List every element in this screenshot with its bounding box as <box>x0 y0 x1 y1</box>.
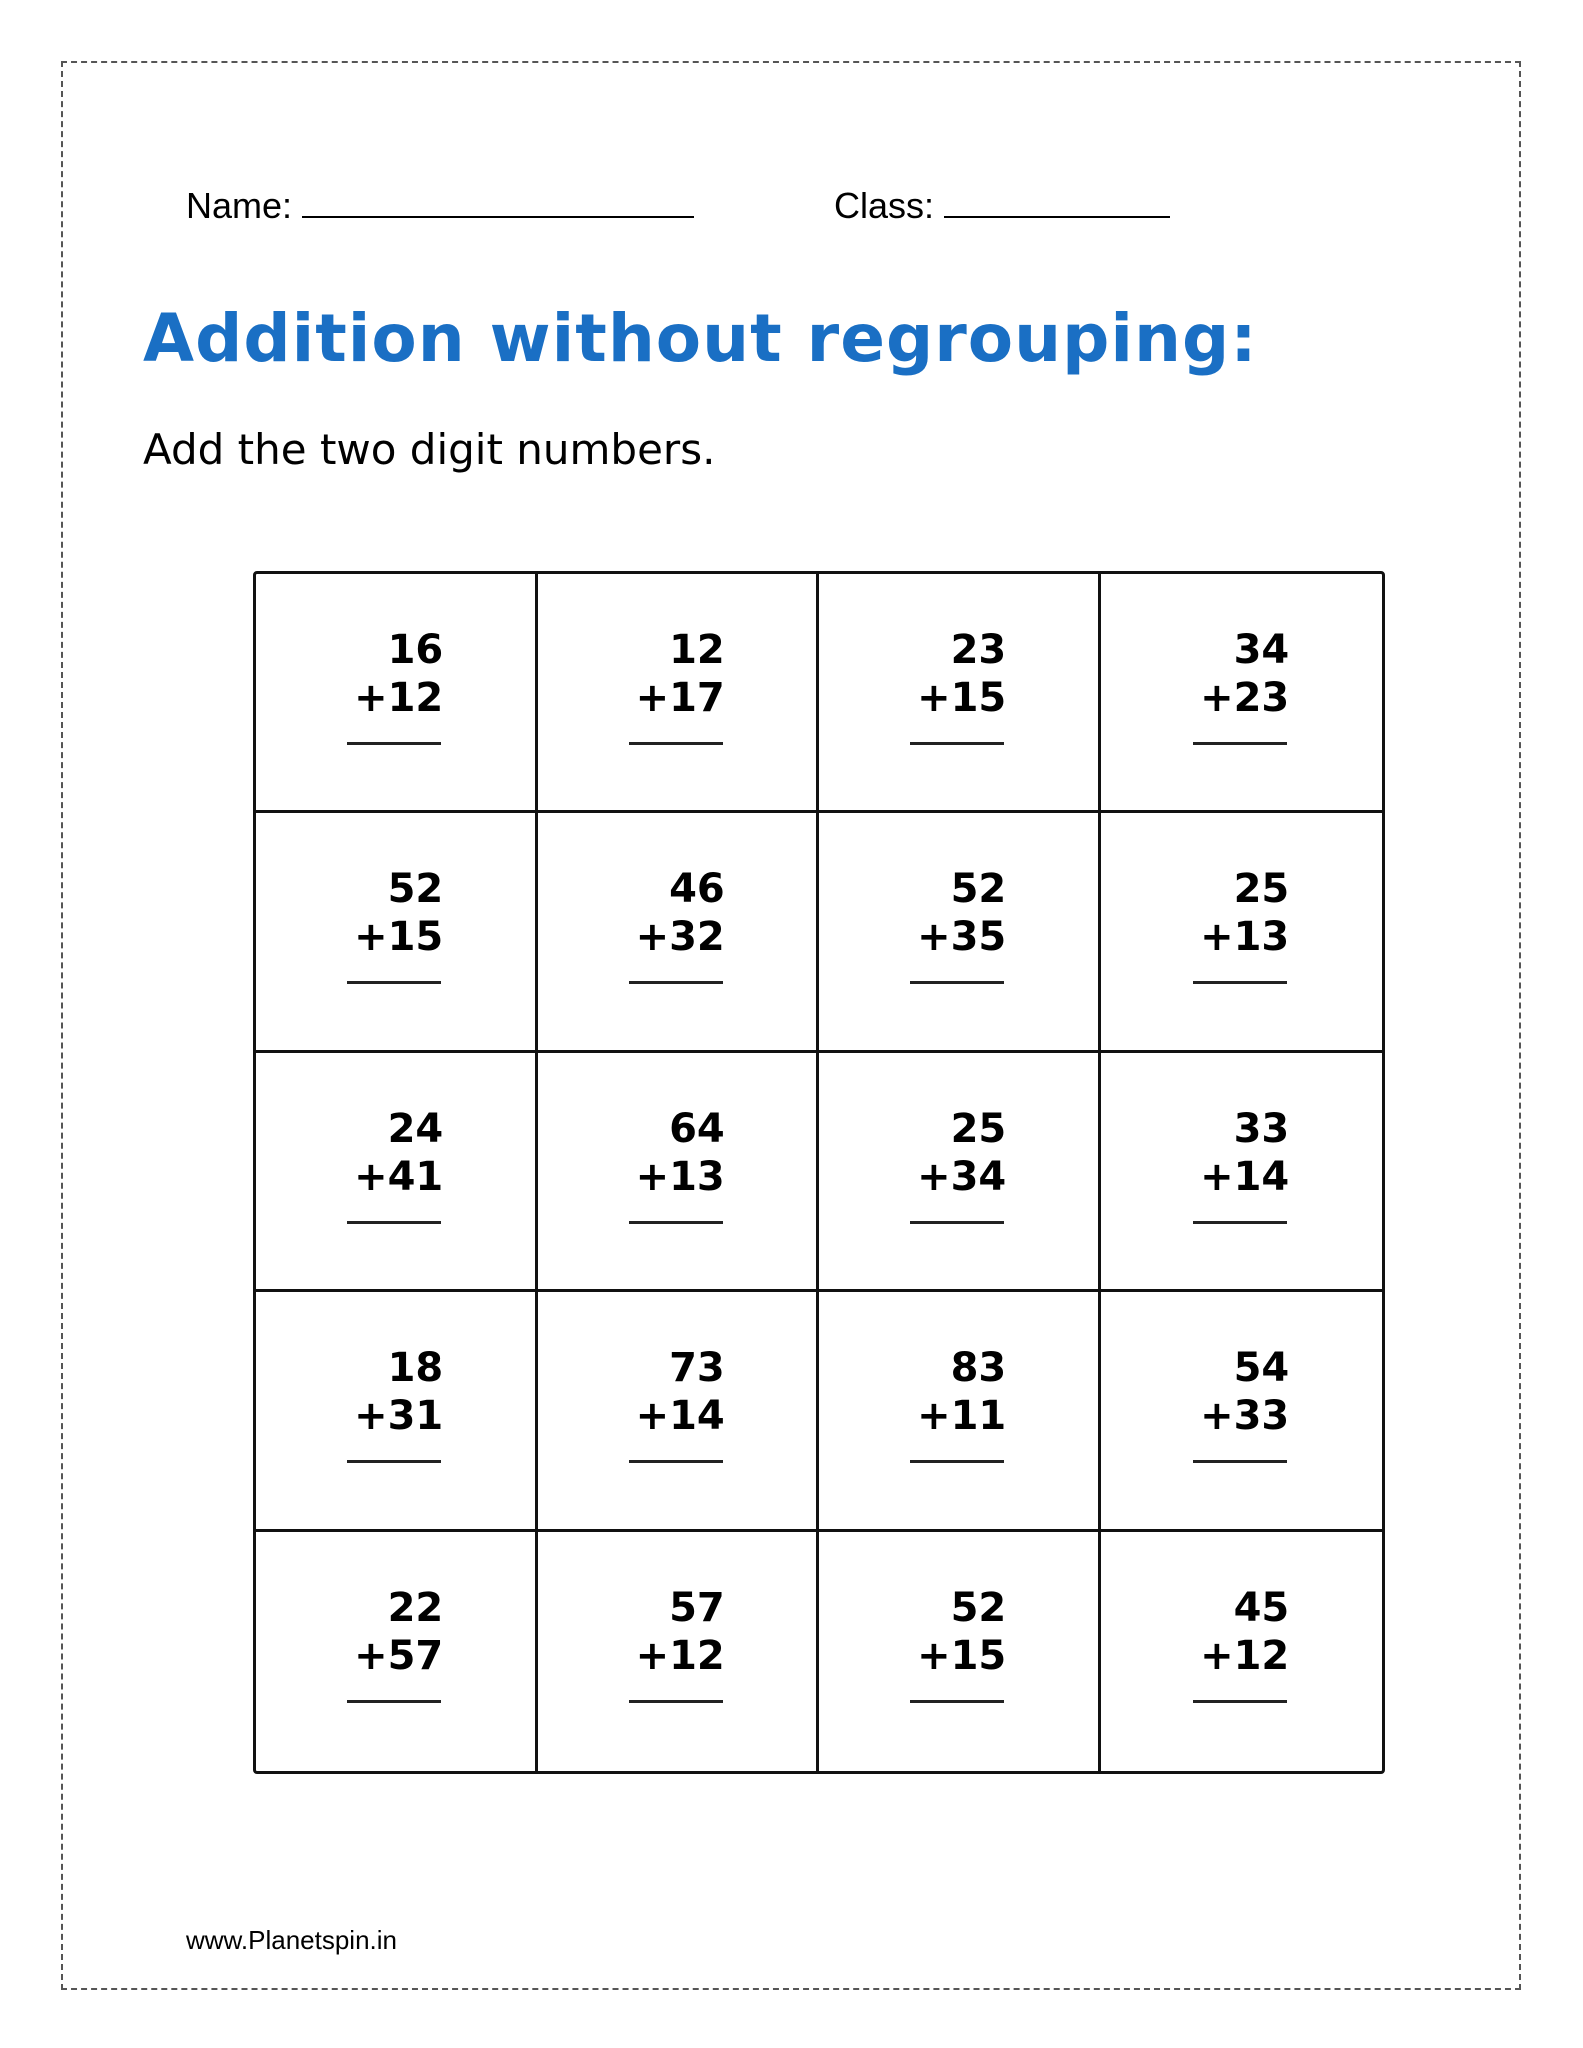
addition-problem <box>1193 1584 1289 1703</box>
addition-problem <box>1193 626 1289 745</box>
addend-top: 12 <box>669 627 725 673</box>
addition-problem <box>910 1584 1006 1703</box>
problem-cell <box>1101 1292 1383 1531</box>
problem-cell <box>256 1053 538 1292</box>
addend-top: 18 <box>387 1345 444 1392</box>
class-label: Class: <box>834 185 935 226</box>
footer-website: www.Planetspin.in <box>186 1925 397 1955</box>
answer-line[interactable] <box>910 742 1004 745</box>
problem-cell <box>819 813 1101 1052</box>
addition-problem <box>629 1105 725 1224</box>
problem-cell <box>1101 813 1383 1052</box>
name-blank[interactable] <box>302 186 694 218</box>
answer-line[interactable] <box>347 1460 441 1463</box>
answer-line[interactable] <box>1193 1700 1287 1703</box>
problem-cell <box>819 1053 1101 1292</box>
addend-top: 23 <box>950 627 1007 673</box>
class-block <box>834 185 1170 227</box>
answer-line[interactable] <box>1193 981 1287 984</box>
answer-line[interactable] <box>1193 742 1287 745</box>
addend-top: 83 <box>950 1345 1007 1392</box>
addition-problem <box>629 1344 725 1463</box>
addition-problem <box>347 1344 443 1463</box>
addend-top: 57 <box>669 1584 725 1631</box>
problem-cell <box>538 1053 820 1292</box>
problem-cell <box>538 574 820 813</box>
addition-problem <box>910 865 1006 984</box>
answer-line[interactable] <box>910 981 1004 984</box>
answer-line[interactable] <box>910 1460 1004 1463</box>
addend-top: 52 <box>950 866 1007 913</box>
addend-top: 73 <box>669 1345 725 1392</box>
problem-cell <box>256 813 538 1052</box>
problem-cell <box>538 1532 820 1771</box>
addend-bottom: +12 <box>1200 1632 1290 1679</box>
addend-bottom: +12 <box>354 675 444 721</box>
addend-top: 25 <box>950 1105 1007 1152</box>
answer-line[interactable] <box>629 742 723 745</box>
answer-line[interactable] <box>347 742 441 745</box>
addition-problem <box>347 626 443 745</box>
answer-line[interactable] <box>1193 1460 1287 1463</box>
answer-line[interactable] <box>347 1221 441 1224</box>
addend-top: 45 <box>1233 1584 1290 1631</box>
addend-top: 25 <box>1233 866 1290 913</box>
name-label: Name: <box>186 185 293 226</box>
problem-cell <box>819 574 1101 813</box>
addend-top: 16 <box>387 627 444 673</box>
instructions: Add the two digit numbers. <box>143 425 716 474</box>
answer-line[interactable] <box>629 1700 723 1703</box>
header-row <box>186 185 1170 227</box>
addend-bottom: +35 <box>917 914 1007 961</box>
answer-line[interactable] <box>629 1221 723 1224</box>
problem-cell <box>1101 1053 1383 1292</box>
answer-line[interactable] <box>629 1460 723 1463</box>
addition-problem <box>1193 865 1289 984</box>
addition-problem <box>629 865 725 984</box>
addend-bottom: +41 <box>354 1153 444 1200</box>
addition-problem <box>347 1105 443 1224</box>
addition-problem <box>629 1584 725 1703</box>
addend-bottom: +13 <box>635 1153 725 1200</box>
addend-top: 52 <box>387 866 444 913</box>
addend-bottom: +11 <box>917 1393 1007 1440</box>
problem-cell <box>256 1532 538 1771</box>
addend-top: 52 <box>950 1584 1007 1631</box>
problem-cell <box>1101 574 1383 813</box>
problem-cell <box>538 1292 820 1531</box>
addend-bottom: +15 <box>354 914 444 961</box>
answer-line[interactable] <box>629 981 723 984</box>
addend-top: 24 <box>387 1105 444 1152</box>
addition-problem <box>910 1105 1006 1224</box>
addition-problem <box>910 1344 1006 1463</box>
answer-line[interactable] <box>910 1700 1004 1703</box>
addend-top: 46 <box>669 866 725 913</box>
addend-bottom: +32 <box>635 914 725 961</box>
answer-line[interactable] <box>910 1221 1004 1224</box>
problem-cell <box>256 574 538 813</box>
addend-bottom: +31 <box>354 1393 444 1440</box>
answer-line[interactable] <box>347 1700 441 1703</box>
addend-top: 64 <box>669 1105 725 1152</box>
addition-problem <box>347 865 443 984</box>
problem-cell <box>1101 1532 1383 1771</box>
problem-cell <box>538 813 820 1052</box>
addend-bottom: +15 <box>917 1632 1007 1679</box>
addend-bottom: +17 <box>635 675 725 721</box>
answer-line[interactable] <box>1193 1221 1287 1224</box>
addend-bottom: +34 <box>917 1153 1007 1200</box>
page-title: Addition without regrouping: <box>143 300 1258 377</box>
addition-problem <box>1193 1105 1289 1224</box>
class-blank[interactable] <box>944 186 1170 218</box>
addend-bottom: +15 <box>917 675 1007 721</box>
addition-problem <box>910 626 1006 745</box>
addend-bottom: +12 <box>635 1632 725 1679</box>
addend-top: 33 <box>1233 1105 1290 1152</box>
addend-bottom: +13 <box>1200 914 1290 961</box>
addend-bottom: +33 <box>1200 1393 1290 1440</box>
problem-cell <box>256 1292 538 1531</box>
answer-line[interactable] <box>347 981 441 984</box>
addend-bottom: +14 <box>635 1393 725 1440</box>
addend-bottom: +23 <box>1200 675 1290 721</box>
addition-problem <box>347 1584 443 1703</box>
addend-bottom: +57 <box>354 1632 444 1679</box>
addend-top: 34 <box>1233 627 1290 673</box>
addend-top: 22 <box>387 1584 444 1631</box>
problem-grid <box>253 571 1385 1774</box>
addition-problem <box>1193 1344 1289 1463</box>
addend-top: 54 <box>1233 1345 1290 1392</box>
addend-bottom: +14 <box>1200 1153 1290 1200</box>
problem-cell <box>819 1292 1101 1531</box>
problem-cell <box>819 1532 1101 1771</box>
addition-problem <box>629 626 725 745</box>
